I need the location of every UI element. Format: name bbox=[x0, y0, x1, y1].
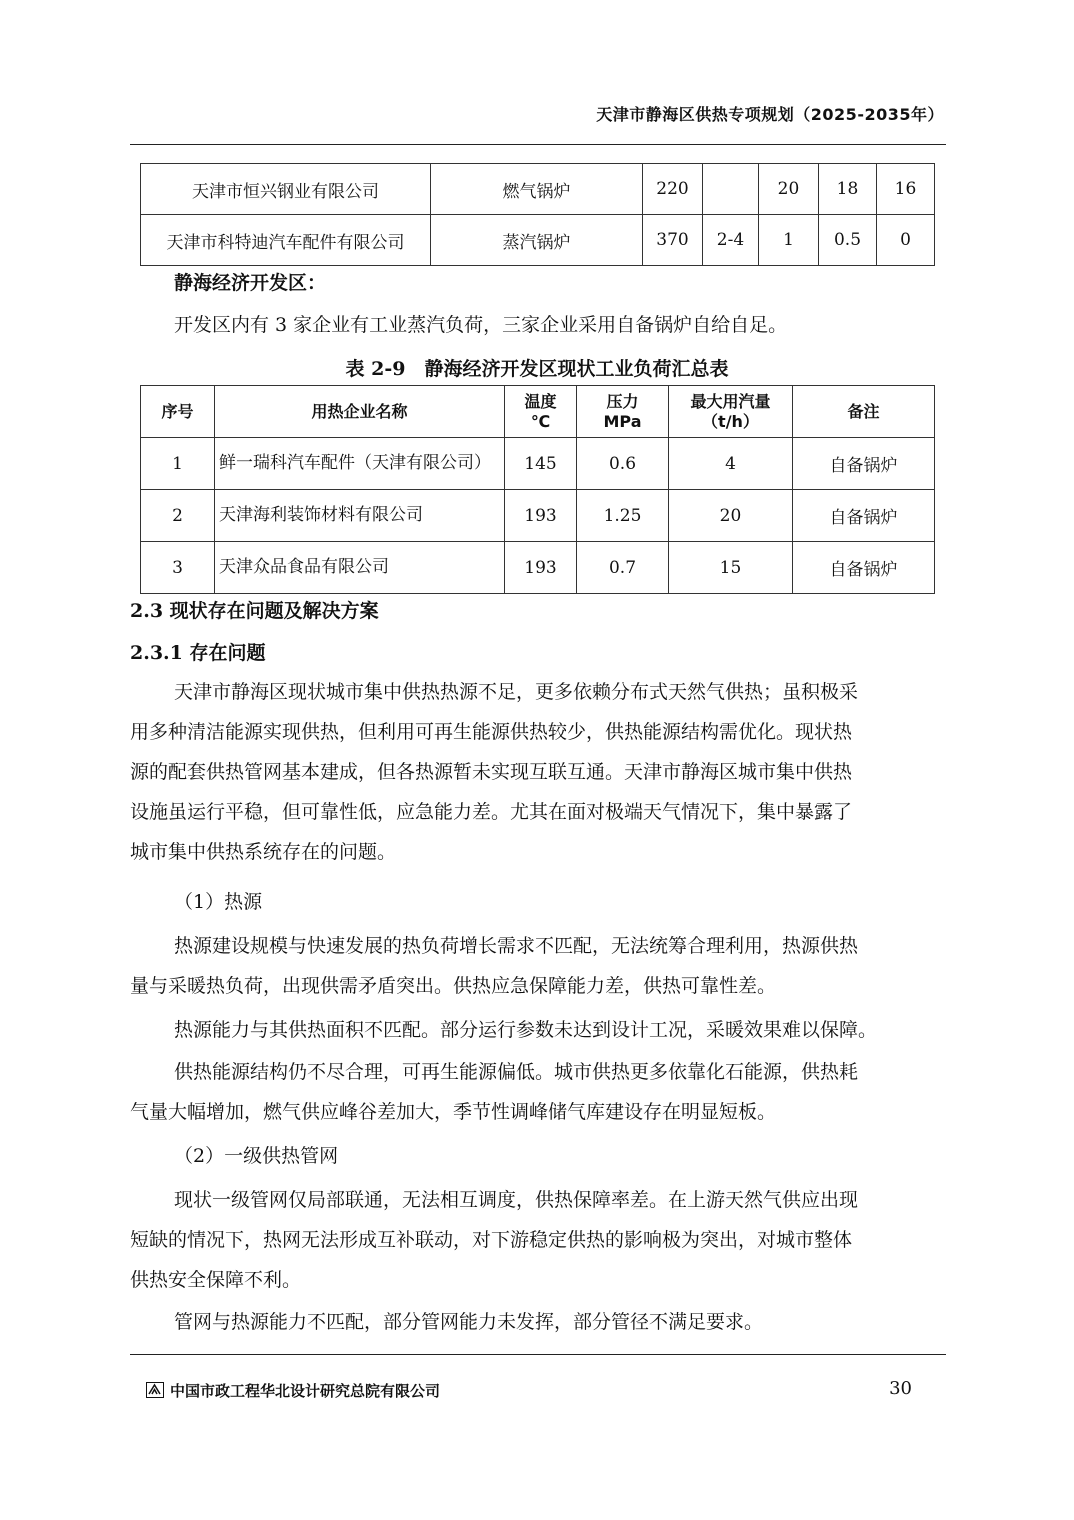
text-line: 现状一级管网仅局部联通，无法相互调度，供热保障率差。在上游天然气供应出现 bbox=[174, 1189, 859, 1211]
table-cell: 燃气锅炉 bbox=[431, 164, 643, 215]
table-cell: 370 bbox=[643, 215, 703, 266]
header-pressure bbox=[577, 386, 669, 438]
table-cell: 天津海利装饰材料有限公司 bbox=[215, 490, 505, 542]
table-cell: 2-4 bbox=[703, 215, 759, 266]
paragraph-network bbox=[130, 1180, 946, 1300]
table-cell: 自备锅炉 bbox=[793, 490, 935, 542]
table-cell: 20 bbox=[759, 164, 819, 215]
footer-divider bbox=[130, 1354, 946, 1355]
text-line: 气量大幅增加，燃气供应峰谷差加大，季节性调峰储气库建设存在明显短板。 bbox=[130, 1101, 777, 1123]
text-line: 热源能力与其供热面积不匹配。部分运行参数未达到设计工况，采暖效果难以保障。 bbox=[174, 1019, 878, 1041]
table-cell: 自备锅炉 bbox=[793, 542, 935, 594]
item-primary-network bbox=[130, 1136, 946, 1176]
table-header-row bbox=[141, 386, 935, 438]
table-row bbox=[141, 215, 935, 266]
header-no: 序号 bbox=[141, 386, 215, 438]
text-line: 量与采暖热负荷，出现供需矛盾突出。供热应急保障能力差，供热可靠性差。 bbox=[130, 975, 777, 997]
heading-2-3: 2.3 现状存在问题及解决方案 bbox=[130, 600, 379, 622]
text-line: 供热能源结构仍不尽合理，可再生能源偏低。城市供热更多依靠化石能源，供热耗 bbox=[174, 1061, 859, 1083]
item-heat-source bbox=[130, 882, 946, 922]
table-cell: 4 bbox=[669, 438, 793, 490]
header-temperature-unit: ℃ bbox=[530, 411, 551, 431]
table-cell: 天津市恒兴钢业有限公司 bbox=[141, 164, 431, 215]
header-steam-label: 最大用汽量 bbox=[690, 391, 771, 411]
header-name: 用热企业名称 bbox=[215, 386, 505, 438]
table-cell: 1 bbox=[759, 215, 819, 266]
section-intro: 开发区内有 3 家企业有工业蒸汽负荷，三家企业采用自备锅炉自给自足。 bbox=[174, 314, 788, 336]
table-cell: 15 bbox=[669, 542, 793, 594]
paragraph-capacity bbox=[130, 1010, 946, 1050]
header-temperature bbox=[505, 386, 577, 438]
table-cell: 16 bbox=[877, 164, 935, 215]
table-cell: 自备锅炉 bbox=[793, 438, 935, 490]
industrial-load-table bbox=[140, 385, 935, 594]
text-line: 设施虽运行平稳，但可靠性低，应急能力差。尤其在面对极端天气情况下，集中暴露了 bbox=[130, 801, 853, 823]
table-cell: 3 bbox=[141, 542, 215, 594]
footer-organization: 中国市政工程华北设计研究总院有限公司 bbox=[170, 1382, 441, 1400]
table-cell: 1 bbox=[141, 438, 215, 490]
table-cell: 鲜一瑞科汽车配件（天津有限公司） bbox=[215, 438, 505, 490]
text-line: 用多种清洁能源实现供热，但利用可再生能源供热较少，供热能源结构需优化。现状热 bbox=[130, 721, 853, 743]
header-pressure-label: 压力 bbox=[606, 391, 639, 411]
header-steam bbox=[669, 386, 793, 438]
paragraph-heat-source bbox=[130, 926, 946, 1006]
page-header-title: 天津市静海区供热专项规划（2025-2035年） bbox=[596, 105, 944, 124]
table-cell: 0.5 bbox=[819, 215, 877, 266]
boiler-table-continued bbox=[140, 163, 935, 266]
table-cell: 193 bbox=[505, 490, 577, 542]
table-row bbox=[141, 542, 935, 594]
table-row bbox=[141, 164, 935, 215]
section-subtitle: 静海经济开发区： bbox=[174, 272, 327, 294]
table-row bbox=[141, 490, 935, 542]
table-cell: 蒸汽锅炉 bbox=[431, 215, 643, 266]
page-number: 30 bbox=[889, 1378, 912, 1399]
table-cell: 220 bbox=[643, 164, 703, 215]
text-line: 供热安全保障不利。 bbox=[130, 1269, 302, 1291]
table-cell: 145 bbox=[505, 438, 577, 490]
table-cell: 2 bbox=[141, 490, 215, 542]
table-caption: 表 2-9 静海经济开发区现状工业负荷汇总表 bbox=[345, 358, 729, 380]
text-line: 短缺的情况下，热网无法形成互补联动，对下游稳定供热的影响极为突出，对城市整体 bbox=[130, 1229, 853, 1251]
heading-2-3-1: 2.3.1 存在问题 bbox=[130, 642, 266, 664]
table-row bbox=[141, 438, 935, 490]
text-line: 源的配套供热管网基本建成，但各热源暂未实现互联互通。天津市静海区城市集中供热 bbox=[130, 761, 853, 783]
table-cell: 0.7 bbox=[577, 542, 669, 594]
table-cell: 天津市科特迪汽车配件有限公司 bbox=[141, 215, 431, 266]
paragraph-energy-structure bbox=[130, 1052, 946, 1132]
text-line: （1）热源 bbox=[174, 891, 263, 913]
table-cell: 0.6 bbox=[577, 438, 669, 490]
table-cell: 1.25 bbox=[577, 490, 669, 542]
table-cell bbox=[703, 164, 759, 215]
text-line: 城市集中供热系统存在的问题。 bbox=[130, 841, 397, 863]
text-line: 天津市静海区现状城市集中供热热源不足，更多依赖分布式天然气供热；虽积极采 bbox=[174, 681, 859, 703]
company-logo-icon bbox=[146, 1382, 164, 1398]
paragraph-problems bbox=[130, 672, 946, 872]
table-cell: 18 bbox=[819, 164, 877, 215]
header-remark: 备注 bbox=[793, 386, 935, 438]
header-divider bbox=[130, 144, 946, 145]
table-cell: 天津众品食品有限公司 bbox=[215, 542, 505, 594]
header-steam-unit: （t/h） bbox=[702, 411, 759, 431]
paragraph-pipe-capacity bbox=[130, 1302, 946, 1342]
header-pressure-unit: MPa bbox=[603, 411, 642, 431]
table-cell: 0 bbox=[877, 215, 935, 266]
table-cell: 193 bbox=[505, 542, 577, 594]
header-temperature-label: 温度 bbox=[524, 391, 557, 411]
table-cell: 20 bbox=[669, 490, 793, 542]
text-line: （2）一级供热管网 bbox=[174, 1145, 339, 1167]
text-line: 管网与热源能力不匹配，部分管网能力未发挥，部分管径不满足要求。 bbox=[174, 1311, 764, 1333]
text-line: 热源建设规模与快速发展的热负荷增长需求不匹配，无法统筹合理利用，热源供热 bbox=[174, 935, 859, 957]
